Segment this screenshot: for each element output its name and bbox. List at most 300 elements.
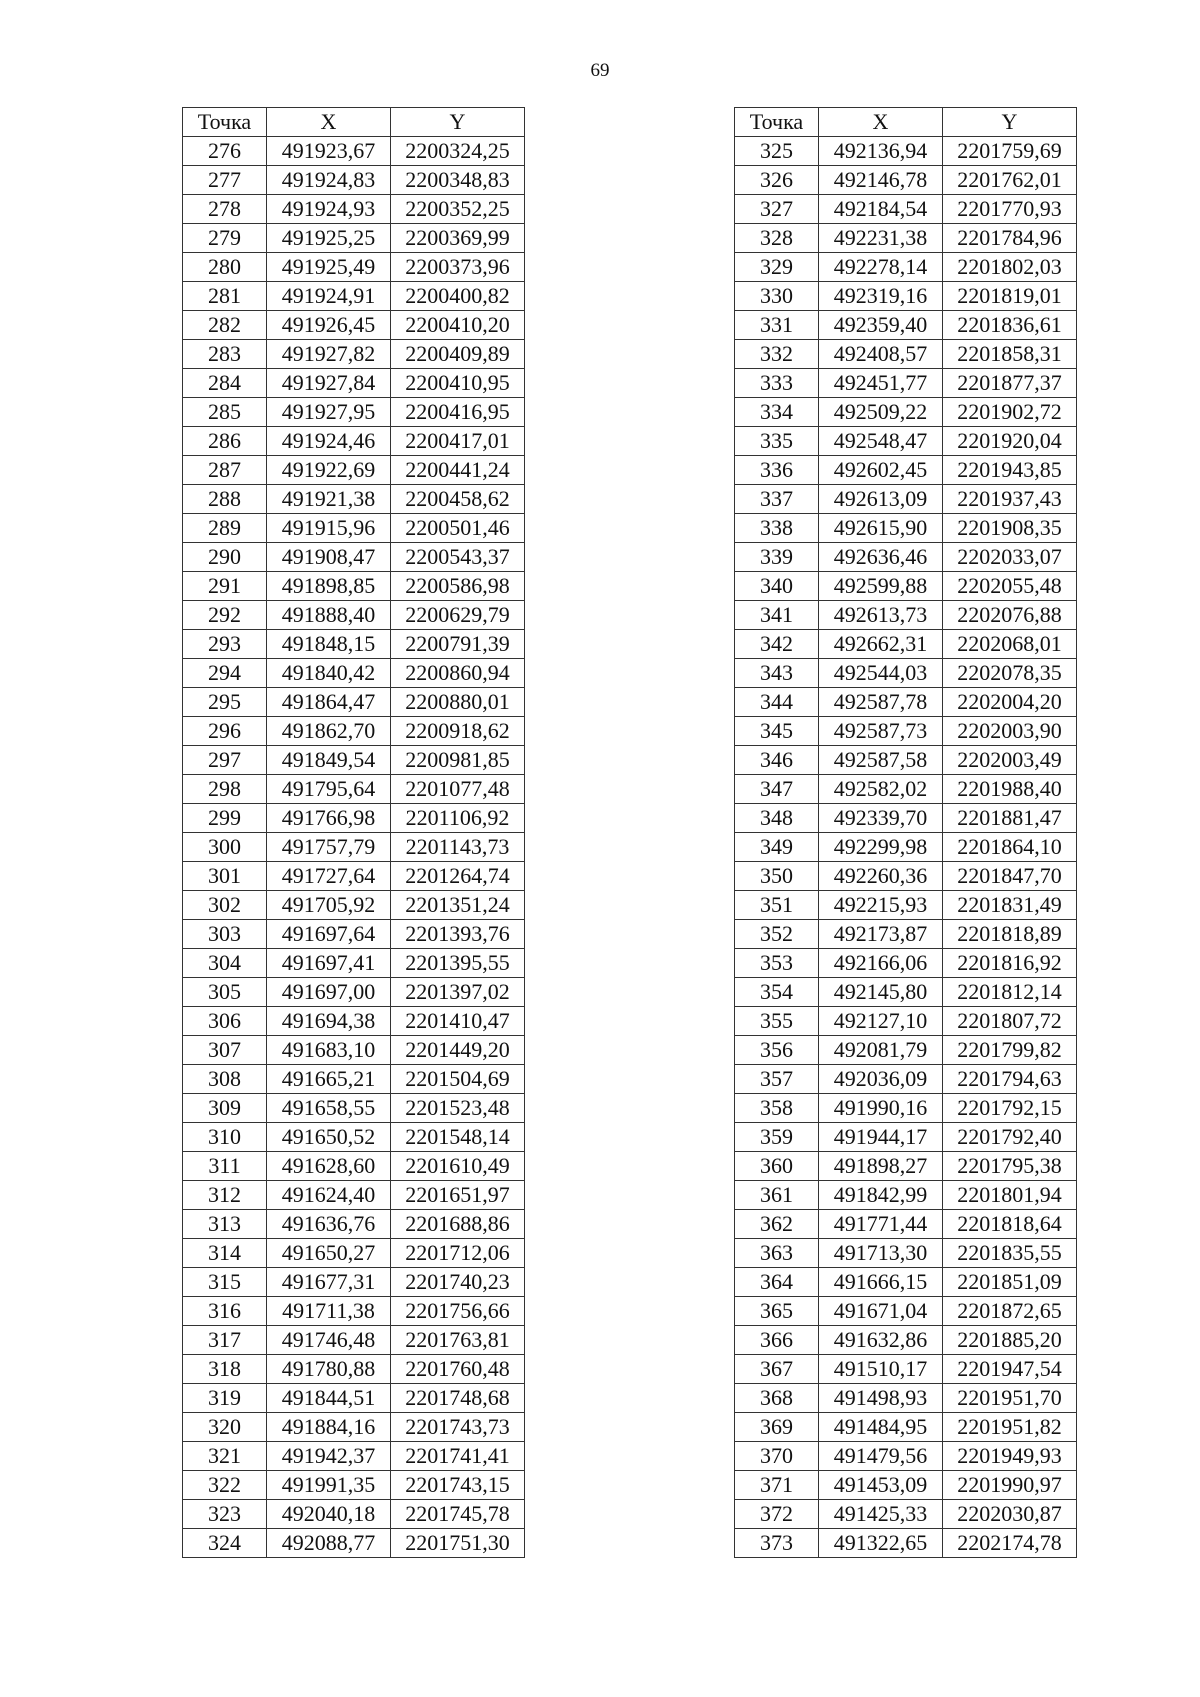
y-cell: 2201756,66 xyxy=(391,1297,525,1326)
table-row xyxy=(183,1007,525,1036)
x-cell: 491842,99 xyxy=(819,1181,943,1210)
y-cell: 2200981,85 xyxy=(391,746,525,775)
header-y: Y xyxy=(391,108,525,137)
point-cell: 339 xyxy=(735,543,819,572)
y-cell: 2201748,68 xyxy=(391,1384,525,1413)
table-row xyxy=(735,804,1077,833)
table-row xyxy=(183,630,525,659)
y-cell: 2201784,96 xyxy=(943,224,1077,253)
x-cell: 491844,51 xyxy=(267,1384,391,1413)
y-cell: 2201763,81 xyxy=(391,1326,525,1355)
point-cell: 361 xyxy=(735,1181,819,1210)
table-row xyxy=(183,804,525,833)
point-cell: 296 xyxy=(183,717,267,746)
table-row xyxy=(183,224,525,253)
page-number: 69 xyxy=(590,60,610,81)
coordinates-table-right xyxy=(734,107,1077,1558)
x-cell: 491927,95 xyxy=(267,398,391,427)
x-cell: 492088,77 xyxy=(267,1529,391,1558)
x-cell: 491650,27 xyxy=(267,1239,391,1268)
y-cell: 2201351,24 xyxy=(391,891,525,920)
point-cell: 368 xyxy=(735,1384,819,1413)
y-cell: 2201651,97 xyxy=(391,1181,525,1210)
x-cell: 491898,85 xyxy=(267,572,391,601)
point-cell: 302 xyxy=(183,891,267,920)
point-cell: 311 xyxy=(183,1152,267,1181)
point-cell: 367 xyxy=(735,1355,819,1384)
table-row xyxy=(183,717,525,746)
x-cell: 491711,38 xyxy=(267,1297,391,1326)
x-cell: 491636,76 xyxy=(267,1210,391,1239)
table-row xyxy=(183,1210,525,1239)
x-cell: 491922,69 xyxy=(267,456,391,485)
table-row xyxy=(735,1297,1077,1326)
y-cell: 2202004,20 xyxy=(943,688,1077,717)
x-cell: 492587,73 xyxy=(819,717,943,746)
x-cell: 491924,83 xyxy=(267,166,391,195)
y-cell: 2201885,20 xyxy=(943,1326,1077,1355)
table-row xyxy=(735,1326,1077,1355)
point-cell: 332 xyxy=(735,340,819,369)
y-cell: 2202030,87 xyxy=(943,1500,1077,1529)
y-cell: 2201106,92 xyxy=(391,804,525,833)
y-cell: 2201760,48 xyxy=(391,1355,525,1384)
y-cell: 2200373,96 xyxy=(391,253,525,282)
point-cell: 295 xyxy=(183,688,267,717)
table-row xyxy=(735,572,1077,601)
y-cell: 2201743,73 xyxy=(391,1413,525,1442)
point-cell: 278 xyxy=(183,195,267,224)
y-cell: 2201881,47 xyxy=(943,804,1077,833)
x-cell: 491322,65 xyxy=(819,1529,943,1558)
point-cell: 335 xyxy=(735,427,819,456)
y-cell: 2201795,38 xyxy=(943,1152,1077,1181)
table-row xyxy=(183,1094,525,1123)
y-cell: 2201818,89 xyxy=(943,920,1077,949)
x-cell: 491915,96 xyxy=(267,514,391,543)
y-cell: 2200918,62 xyxy=(391,717,525,746)
point-cell: 322 xyxy=(183,1471,267,1500)
table-row xyxy=(183,1152,525,1181)
y-cell: 2201801,94 xyxy=(943,1181,1077,1210)
table-row xyxy=(735,1471,1077,1500)
x-cell: 491849,54 xyxy=(267,746,391,775)
point-cell: 362 xyxy=(735,1210,819,1239)
point-cell: 325 xyxy=(735,137,819,166)
point-cell: 363 xyxy=(735,1239,819,1268)
point-cell: 283 xyxy=(183,340,267,369)
y-cell: 2201818,64 xyxy=(943,1210,1077,1239)
x-cell: 492146,78 xyxy=(819,166,943,195)
x-cell: 492231,38 xyxy=(819,224,943,253)
x-cell: 492278,14 xyxy=(819,253,943,282)
table-row xyxy=(735,224,1077,253)
point-cell: 359 xyxy=(735,1123,819,1152)
point-cell: 346 xyxy=(735,746,819,775)
y-cell: 2201393,76 xyxy=(391,920,525,949)
x-cell: 491650,52 xyxy=(267,1123,391,1152)
y-cell: 2201762,01 xyxy=(943,166,1077,195)
table-row xyxy=(735,1181,1077,1210)
table-row xyxy=(735,949,1077,978)
y-cell: 2201743,15 xyxy=(391,1471,525,1500)
point-cell: 348 xyxy=(735,804,819,833)
y-cell: 2200352,25 xyxy=(391,195,525,224)
x-cell: 491848,15 xyxy=(267,630,391,659)
point-cell: 299 xyxy=(183,804,267,833)
y-cell: 2200409,89 xyxy=(391,340,525,369)
table-row xyxy=(183,601,525,630)
y-cell: 2201902,72 xyxy=(943,398,1077,427)
y-cell: 2202033,07 xyxy=(943,543,1077,572)
x-cell: 491746,48 xyxy=(267,1326,391,1355)
point-cell: 280 xyxy=(183,253,267,282)
table-row xyxy=(735,427,1077,456)
y-cell: 2200441,24 xyxy=(391,456,525,485)
y-cell: 2201745,78 xyxy=(391,1500,525,1529)
y-cell: 2201794,63 xyxy=(943,1065,1077,1094)
x-cell: 491924,46 xyxy=(267,427,391,456)
point-cell: 323 xyxy=(183,1500,267,1529)
y-cell: 2201835,55 xyxy=(943,1239,1077,1268)
table-row xyxy=(735,1239,1077,1268)
point-cell: 347 xyxy=(735,775,819,804)
table-row xyxy=(735,833,1077,862)
x-cell: 492662,31 xyxy=(819,630,943,659)
table-body-left xyxy=(183,137,525,1558)
point-cell: 318 xyxy=(183,1355,267,1384)
y-cell: 2201943,85 xyxy=(943,456,1077,485)
x-cell: 491884,16 xyxy=(267,1413,391,1442)
x-cell: 491766,98 xyxy=(267,804,391,833)
table-row xyxy=(735,253,1077,282)
table-row xyxy=(735,1007,1077,1036)
point-cell: 316 xyxy=(183,1297,267,1326)
x-cell: 491990,16 xyxy=(819,1094,943,1123)
point-cell: 319 xyxy=(183,1384,267,1413)
point-cell: 315 xyxy=(183,1268,267,1297)
y-cell: 2202003,90 xyxy=(943,717,1077,746)
point-cell: 336 xyxy=(735,456,819,485)
y-cell: 2201410,47 xyxy=(391,1007,525,1036)
x-cell: 492081,79 xyxy=(819,1036,943,1065)
y-cell: 2202078,35 xyxy=(943,659,1077,688)
table-row xyxy=(735,1210,1077,1239)
x-cell: 491694,38 xyxy=(267,1007,391,1036)
point-cell: 354 xyxy=(735,978,819,1007)
x-cell: 491697,64 xyxy=(267,920,391,949)
point-cell: 340 xyxy=(735,572,819,601)
y-cell: 2200324,25 xyxy=(391,137,525,166)
x-cell: 491665,21 xyxy=(267,1065,391,1094)
x-cell: 492599,88 xyxy=(819,572,943,601)
x-cell: 492613,73 xyxy=(819,601,943,630)
y-cell: 2201792,15 xyxy=(943,1094,1077,1123)
point-cell: 301 xyxy=(183,862,267,891)
x-cell: 492408,57 xyxy=(819,340,943,369)
y-cell: 2201395,55 xyxy=(391,949,525,978)
x-cell: 492451,77 xyxy=(819,369,943,398)
y-cell: 2201816,92 xyxy=(943,949,1077,978)
x-cell: 491926,45 xyxy=(267,311,391,340)
point-cell: 317 xyxy=(183,1326,267,1355)
x-cell: 491713,30 xyxy=(819,1239,943,1268)
point-cell: 279 xyxy=(183,224,267,253)
x-cell: 492359,40 xyxy=(819,311,943,340)
x-cell: 492602,45 xyxy=(819,456,943,485)
table-row xyxy=(183,1471,525,1500)
point-cell: 291 xyxy=(183,572,267,601)
table-row xyxy=(735,717,1077,746)
x-cell: 491697,41 xyxy=(267,949,391,978)
header-x: X xyxy=(819,108,943,137)
table-row xyxy=(735,891,1077,920)
point-cell: 293 xyxy=(183,630,267,659)
x-cell: 492040,18 xyxy=(267,1500,391,1529)
point-cell: 324 xyxy=(183,1529,267,1558)
x-cell: 492215,93 xyxy=(819,891,943,920)
y-cell: 2201799,82 xyxy=(943,1036,1077,1065)
x-cell: 492260,36 xyxy=(819,862,943,891)
table-row xyxy=(183,746,525,775)
y-cell: 2201077,48 xyxy=(391,775,525,804)
y-cell: 2201819,01 xyxy=(943,282,1077,311)
table-row xyxy=(735,340,1077,369)
y-cell: 2201851,09 xyxy=(943,1268,1077,1297)
table-row xyxy=(183,1268,525,1297)
x-cell: 492319,16 xyxy=(819,282,943,311)
table-row xyxy=(735,369,1077,398)
point-cell: 298 xyxy=(183,775,267,804)
point-cell: 355 xyxy=(735,1007,819,1036)
point-cell: 334 xyxy=(735,398,819,427)
point-cell: 360 xyxy=(735,1152,819,1181)
x-cell: 491658,55 xyxy=(267,1094,391,1123)
table-row xyxy=(735,1442,1077,1471)
x-cell: 492636,46 xyxy=(819,543,943,572)
point-cell: 281 xyxy=(183,282,267,311)
x-cell: 491624,40 xyxy=(267,1181,391,1210)
y-cell: 2201951,82 xyxy=(943,1413,1077,1442)
table-row xyxy=(735,1036,1077,1065)
table-row xyxy=(183,1297,525,1326)
point-cell: 287 xyxy=(183,456,267,485)
y-cell: 2201949,93 xyxy=(943,1442,1077,1471)
x-cell: 492544,03 xyxy=(819,659,943,688)
y-cell: 2202076,88 xyxy=(943,601,1077,630)
x-cell: 492127,10 xyxy=(819,1007,943,1036)
y-cell: 2201610,49 xyxy=(391,1152,525,1181)
table-row xyxy=(735,1123,1077,1152)
x-cell: 491425,33 xyxy=(819,1500,943,1529)
point-cell: 308 xyxy=(183,1065,267,1094)
point-cell: 312 xyxy=(183,1181,267,1210)
point-cell: 358 xyxy=(735,1094,819,1123)
y-cell: 2201548,14 xyxy=(391,1123,525,1152)
y-cell: 2201740,23 xyxy=(391,1268,525,1297)
y-cell: 2200417,01 xyxy=(391,427,525,456)
x-cell: 491705,92 xyxy=(267,891,391,920)
y-cell: 2201143,73 xyxy=(391,833,525,862)
y-cell: 2201792,40 xyxy=(943,1123,1077,1152)
x-cell: 491924,93 xyxy=(267,195,391,224)
x-cell: 491888,40 xyxy=(267,601,391,630)
table-row xyxy=(735,1152,1077,1181)
y-cell: 2201712,06 xyxy=(391,1239,525,1268)
y-cell: 2201847,70 xyxy=(943,862,1077,891)
table-row xyxy=(735,746,1077,775)
point-cell: 307 xyxy=(183,1036,267,1065)
table-row xyxy=(735,1384,1077,1413)
x-cell: 492184,54 xyxy=(819,195,943,224)
header-point: Точка xyxy=(183,108,267,137)
point-cell: 341 xyxy=(735,601,819,630)
table-row xyxy=(735,1094,1077,1123)
point-cell: 310 xyxy=(183,1123,267,1152)
table-row xyxy=(735,398,1077,427)
table-row xyxy=(735,659,1077,688)
table-row xyxy=(183,891,525,920)
point-cell: 290 xyxy=(183,543,267,572)
point-cell: 344 xyxy=(735,688,819,717)
y-cell: 2201947,54 xyxy=(943,1355,1077,1384)
table-row xyxy=(183,1036,525,1065)
x-cell: 491924,91 xyxy=(267,282,391,311)
table-row xyxy=(735,1268,1077,1297)
point-cell: 320 xyxy=(183,1413,267,1442)
point-cell: 366 xyxy=(735,1326,819,1355)
header-y: Y xyxy=(943,108,1077,137)
table-row xyxy=(183,369,525,398)
table-row xyxy=(183,427,525,456)
y-cell: 2200629,79 xyxy=(391,601,525,630)
table-row xyxy=(183,398,525,427)
table-row xyxy=(183,978,525,1007)
x-cell: 492548,47 xyxy=(819,427,943,456)
point-cell: 276 xyxy=(183,137,267,166)
header-point: Точка xyxy=(735,108,819,137)
y-cell: 2200410,95 xyxy=(391,369,525,398)
coordinates-table-left xyxy=(182,107,525,1558)
point-cell: 286 xyxy=(183,427,267,456)
y-cell: 2201858,31 xyxy=(943,340,1077,369)
point-cell: 351 xyxy=(735,891,819,920)
table-row xyxy=(735,1500,1077,1529)
point-cell: 309 xyxy=(183,1094,267,1123)
table-row xyxy=(735,862,1077,891)
table-row xyxy=(183,1500,525,1529)
table-row xyxy=(735,630,1077,659)
x-cell: 491771,44 xyxy=(819,1210,943,1239)
point-cell: 304 xyxy=(183,949,267,978)
y-cell: 2202174,78 xyxy=(943,1529,1077,1558)
table-row xyxy=(183,1065,525,1094)
table-row xyxy=(183,1181,525,1210)
y-cell: 2201908,35 xyxy=(943,514,1077,543)
table-row xyxy=(735,195,1077,224)
x-cell: 491683,10 xyxy=(267,1036,391,1065)
point-cell: 300 xyxy=(183,833,267,862)
point-cell: 350 xyxy=(735,862,819,891)
y-cell: 2201807,72 xyxy=(943,1007,1077,1036)
point-cell: 292 xyxy=(183,601,267,630)
x-cell: 492587,78 xyxy=(819,688,943,717)
table-row xyxy=(735,775,1077,804)
x-cell: 491498,93 xyxy=(819,1384,943,1413)
point-cell: 282 xyxy=(183,311,267,340)
point-cell: 331 xyxy=(735,311,819,340)
table-row xyxy=(183,543,525,572)
y-cell: 2201872,65 xyxy=(943,1297,1077,1326)
table-row xyxy=(183,1326,525,1355)
table-row xyxy=(735,920,1077,949)
table-row xyxy=(735,1355,1077,1384)
point-cell: 321 xyxy=(183,1442,267,1471)
table-header-row xyxy=(735,108,1077,137)
point-cell: 277 xyxy=(183,166,267,195)
x-cell: 491484,95 xyxy=(819,1413,943,1442)
point-cell: 305 xyxy=(183,978,267,1007)
point-cell: 338 xyxy=(735,514,819,543)
x-cell: 492613,09 xyxy=(819,485,943,514)
x-cell: 491925,49 xyxy=(267,253,391,282)
point-cell: 333 xyxy=(735,369,819,398)
table-row xyxy=(183,485,525,514)
point-cell: 328 xyxy=(735,224,819,253)
y-cell: 2201449,20 xyxy=(391,1036,525,1065)
x-cell: 491925,25 xyxy=(267,224,391,253)
y-cell: 2201770,93 xyxy=(943,195,1077,224)
point-cell: 313 xyxy=(183,1210,267,1239)
x-cell: 491671,04 xyxy=(819,1297,943,1326)
table-row xyxy=(183,1384,525,1413)
point-cell: 371 xyxy=(735,1471,819,1500)
y-cell: 2200369,99 xyxy=(391,224,525,253)
y-cell: 2202055,48 xyxy=(943,572,1077,601)
x-cell: 491780,88 xyxy=(267,1355,391,1384)
x-cell: 492136,94 xyxy=(819,137,943,166)
y-cell: 2201523,48 xyxy=(391,1094,525,1123)
table-row xyxy=(183,1529,525,1558)
y-cell: 2201264,74 xyxy=(391,862,525,891)
y-cell: 2200860,94 xyxy=(391,659,525,688)
x-cell: 492339,70 xyxy=(819,804,943,833)
table-row xyxy=(183,949,525,978)
x-cell: 492509,22 xyxy=(819,398,943,427)
y-cell: 2201802,03 xyxy=(943,253,1077,282)
table-row xyxy=(735,688,1077,717)
x-cell: 491666,15 xyxy=(819,1268,943,1297)
point-cell: 284 xyxy=(183,369,267,398)
x-cell: 492615,90 xyxy=(819,514,943,543)
y-cell: 2201759,69 xyxy=(943,137,1077,166)
table-row xyxy=(183,688,525,717)
y-cell: 2200880,01 xyxy=(391,688,525,717)
table-header-row xyxy=(183,108,525,137)
y-cell: 2201988,40 xyxy=(943,775,1077,804)
table-row xyxy=(183,514,525,543)
point-cell: 303 xyxy=(183,920,267,949)
y-cell: 2201864,10 xyxy=(943,833,1077,862)
table-row xyxy=(735,485,1077,514)
y-cell: 2200410,20 xyxy=(391,311,525,340)
x-cell: 491840,42 xyxy=(267,659,391,688)
table-row xyxy=(735,514,1077,543)
x-cell: 491628,60 xyxy=(267,1152,391,1181)
x-cell: 491727,64 xyxy=(267,862,391,891)
y-cell: 2202003,49 xyxy=(943,746,1077,775)
table-row xyxy=(183,920,525,949)
